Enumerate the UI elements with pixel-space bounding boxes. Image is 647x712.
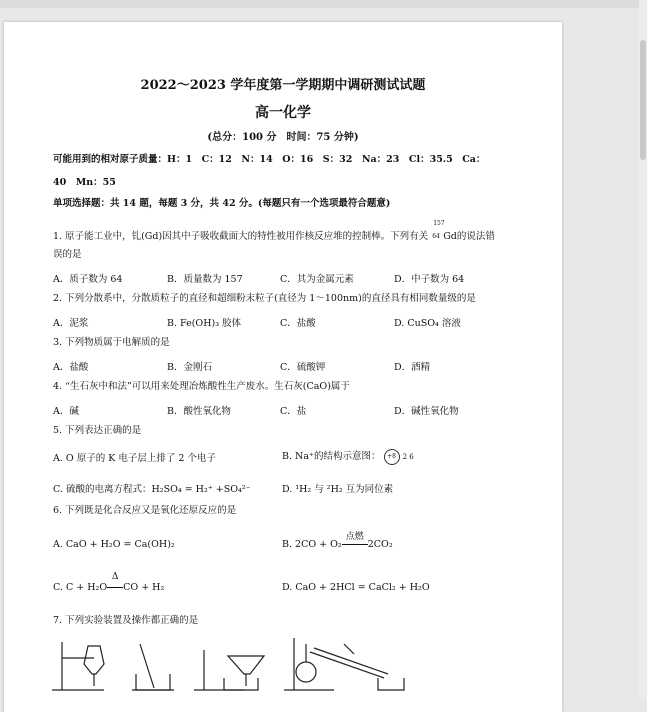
gd-nuclide: 157 64 bbox=[432, 220, 445, 240]
atomic-masses-line-2: 40 Mn：55 bbox=[53, 177, 116, 188]
question-1-stem-cont: 误的是 bbox=[53, 249, 82, 260]
q2-option-c: C．盐酸 bbox=[280, 318, 316, 329]
q5-option-c: C. 硫酸的电离方程式：H₂SO₄ = H₂⁺ +SO₄²⁻ bbox=[53, 484, 251, 495]
q4-option-a: A．碱 bbox=[53, 406, 79, 417]
q6-option-b: B. 2CO + O₂ 点燃 2CO₂ bbox=[282, 532, 393, 550]
exam-title: 2022～2023 学年度第一学期期中调研测试试题 bbox=[140, 78, 426, 93]
q2-option-a: A．泥浆 bbox=[53, 318, 89, 329]
q4-option-b: B．酸性氧化物 bbox=[167, 406, 231, 417]
score-time-line: (总分：100 分 时间：75 分钟) bbox=[207, 132, 359, 143]
q6-option-c: C. C + H₂O Δ CO + H₂ bbox=[53, 572, 165, 593]
q2-option-b: B. Fe(OH)₃ 胶体 bbox=[167, 318, 242, 329]
atomic-masses-line-1: 可能用到的相对原子质量：H：1 C：12 N：14 O：16 S：32 Na：23 Cl：35.5 Ca： bbox=[53, 154, 486, 165]
na-ion-shells: 2 6 bbox=[402, 453, 414, 461]
q2-option-d: D. CuSO₄ 溶液 bbox=[394, 318, 461, 329]
lab-apparatus-illustrations bbox=[44, 634, 424, 692]
q3-option-a: A．盐酸 bbox=[53, 362, 89, 373]
q3-option-c: C．硫酸钾 bbox=[280, 362, 326, 373]
question-5-stem: 5. 下列表达正确的是 bbox=[53, 425, 142, 436]
q5-option-b: B. Na⁺的结构示意图： +8 2 6 bbox=[282, 448, 414, 465]
question-2-stem: 2. 下列分散系中，分散质粒子的直径和超细粉末粒子(直径为 1～100nm)的直径具有相同数量级的是 bbox=[53, 293, 476, 304]
ignite-condition: 点燃 bbox=[342, 539, 368, 550]
document-page bbox=[4, 22, 562, 712]
question-7-stem: 7. 下列实验装置及操作都正确的是 bbox=[53, 615, 199, 626]
question-1-stem: 1. 原子能工业中，钆(Gd)因其中子吸收截面大的特性被用作核反应堆的控制棒。下列有关 157 64 Gd的说法错 bbox=[53, 220, 495, 242]
q3-option-d: D．酒精 bbox=[394, 362, 431, 373]
q6-option-d: D. CaO + 2HCl = CaCl₂ + H₂O bbox=[282, 582, 430, 593]
section-heading: 单项选择题：共 14 题，每题 3 分，共 42 分。(每题只有一个选项最符合题意) bbox=[53, 198, 391, 209]
q1-option-a: A．质子数为 64 bbox=[53, 274, 123, 285]
q1-option-d: D．中子数为 64 bbox=[394, 274, 465, 285]
scrollbar-thumb[interactable] bbox=[640, 40, 646, 160]
exam-subtitle: 高一化学 bbox=[255, 105, 311, 121]
question-3-stem: 3. 下列物质属于电解质的是 bbox=[53, 337, 170, 348]
question-6-stem: 6. 下列既是化合反应又是氧化还原反应的是 bbox=[53, 505, 237, 516]
q5-option-a: A. O 原子的 K 电子层上排了 2 个电子 bbox=[53, 453, 216, 464]
heat-condition: Δ bbox=[107, 582, 123, 593]
q1-option-c: C．其为金属元素 bbox=[280, 274, 354, 285]
q6-option-a: A. CaO + H₂O = Ca(OH)₂ bbox=[53, 539, 175, 550]
na-ion-core: +8 bbox=[384, 449, 400, 465]
question-4-stem: 4. “生石灰中和法”可以用来处理冶炼酸性生产废水。生石灰(CaO)属于 bbox=[53, 381, 350, 392]
viewer-top-bar bbox=[0, 0, 647, 8]
q1-option-b: B．质量数为 157 bbox=[167, 274, 243, 285]
q5-option-d: D. ¹H₂ 与 ²H₂ 互为同位素 bbox=[282, 484, 394, 495]
q4-option-c: C．盐 bbox=[280, 406, 307, 417]
vertical-scrollbar[interactable] bbox=[639, 0, 647, 700]
q3-option-b: B．金刚石 bbox=[167, 362, 212, 373]
q4-option-d: D．碱性氧化物 bbox=[394, 406, 459, 417]
